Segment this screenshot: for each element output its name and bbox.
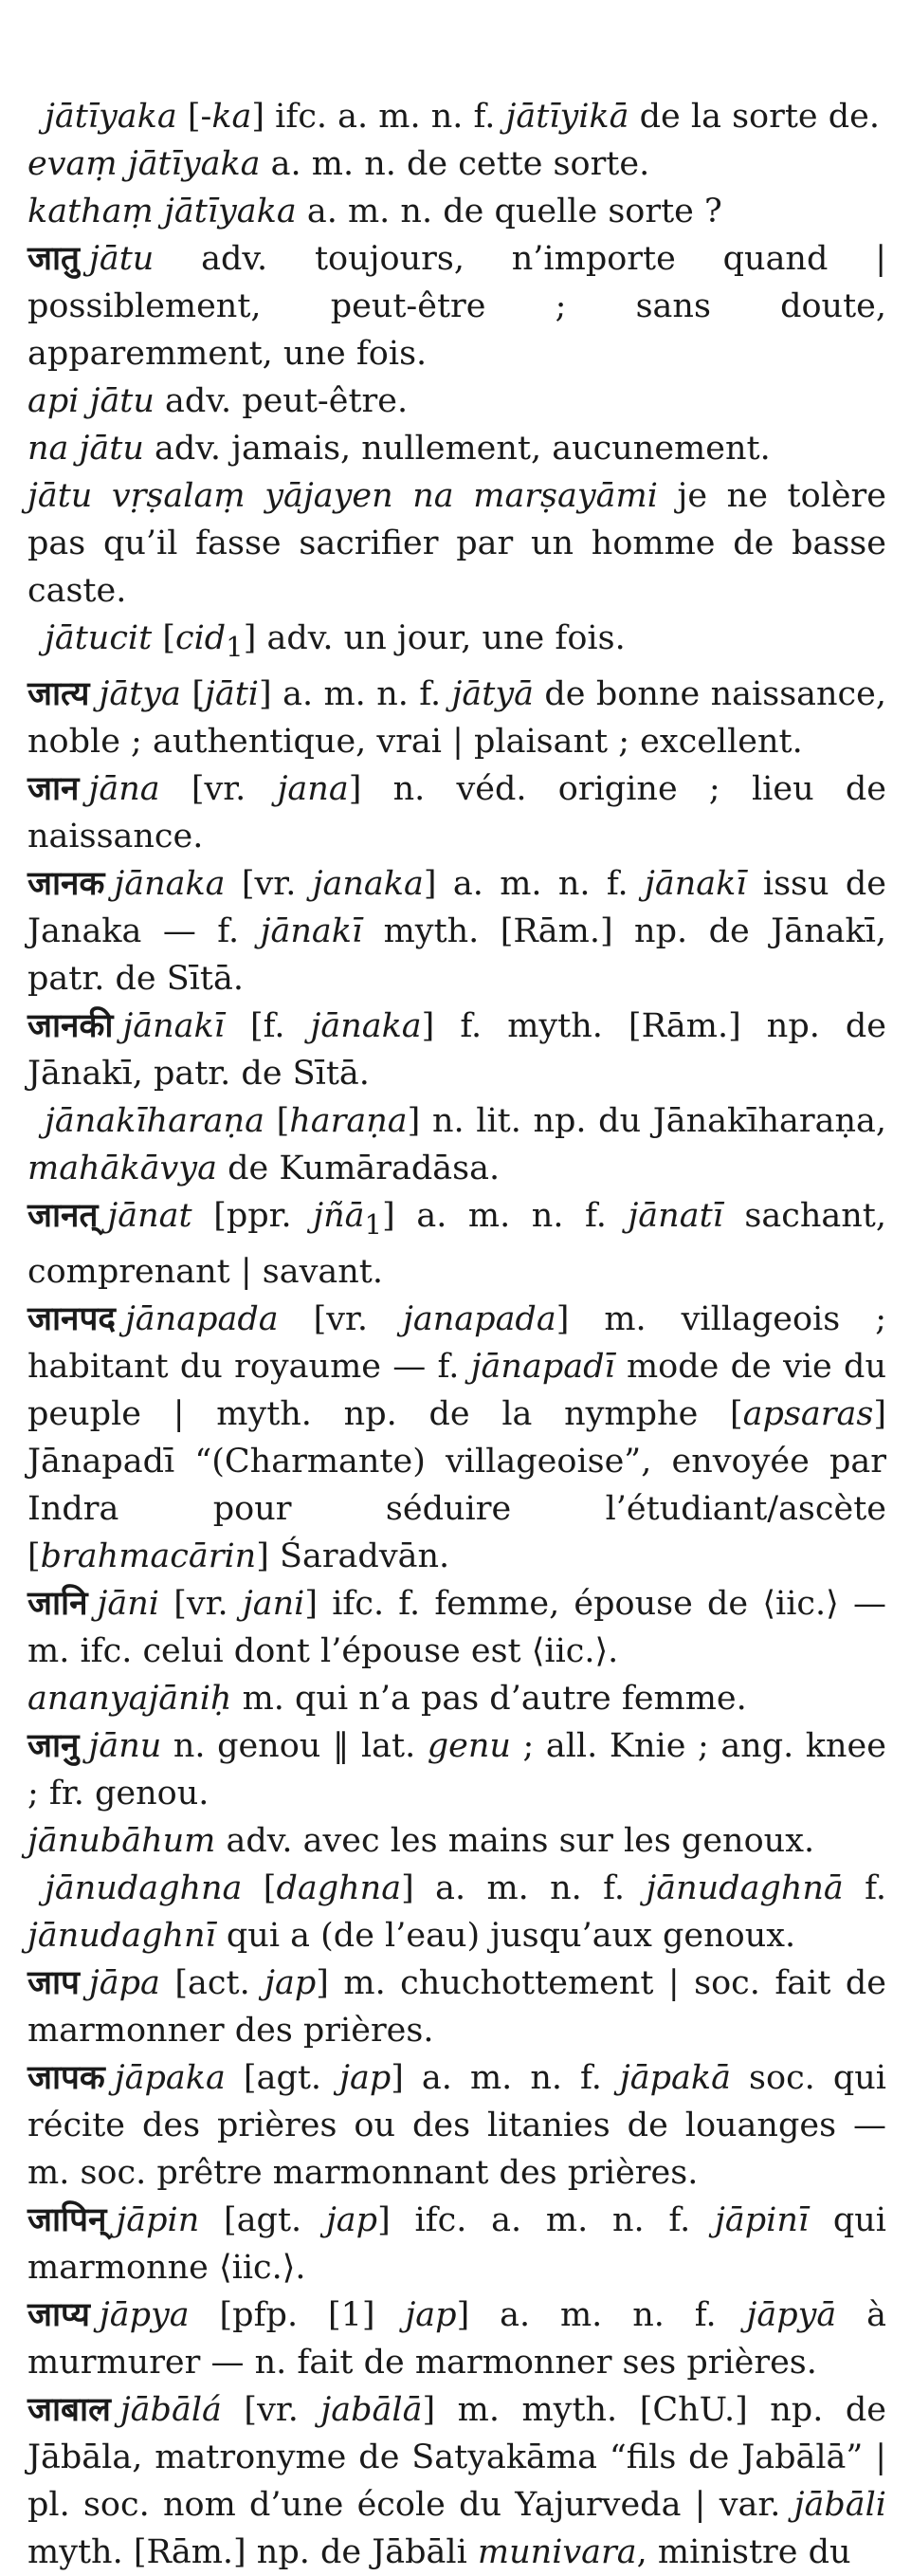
dictionary-entry: जानकी jānakī [f. jānaka] f. myth. [Rām.] np. de Jānakī, patr. de Sītā.: [27, 1006, 886, 1093]
dictionary-entry: jātucit [cid$_1$] adv. un jour, une fois.: [45, 619, 626, 663]
dictionary-entry: jānakīharaṇa [haraṇa] n. lit. np. du Jānakīharaṇa, mahākāvya de Kumāradāsa.: [27, 1102, 887, 1187]
dictionary-entry: jānubāhum adv. avec les mains sur les genoux.: [27, 1822, 815, 1860]
dictionary-entry: api jātu adv. peut-être.: [27, 382, 409, 420]
dictionary-entry: जाबाल jābālá [vr. jabālā] m. myth. [ChU.] np. de Jābāla, matronyme de Satyakāma “fils de Jabālā” | pl. soc. nom d’une école du Yajurveda | var. jābāli myth. [Rām.] np. de Jābāli munivara, ministre du: [27, 2390, 886, 2571]
dictionary-entry: जात्य jātya [jāti] a. m. n. f. jātyā de bonne naissance, noble ; authentique, vrai | plaisant ; excellent.: [27, 674, 886, 761]
dictionary-entry: जाप्य jāpya [pfp. [1] jap] a. m. n. f. jāpyā à murmurer — n. fait de marmonner ses prières.: [27, 2295, 887, 2382]
dictionary-entry: kathaṃ jātīyaka a. m. n. de quelle sorte ?: [27, 193, 722, 230]
dictionary-entry: na jātu adv. jamais, nullement, aucunement.: [27, 430, 771, 468]
dictionary-entry: जान jāna [vr. jana] n. véd. origine ; lieu de naissance.: [27, 769, 886, 856]
dictionary-entry: जानपद jānapada [vr. janapada] m. villageois ; habitant du royaume — f. jānapadī mode de vie du peuple | myth. np. de la nymphe [apsaras] Jānapadī “(Charmante) villageoise”, envoyée par Indra pour séduire l’étudiant/ascète [brahmacārin] Śaradvān.: [27, 1299, 886, 1575]
dictionary-entry: ananyajāniḥ m. qui n’a pas d’autre femme.: [27, 1680, 747, 1718]
dictionary-entry: जातु jātu adv. toujours, n’importe quand | possiblement, peut-être ; sans doute, apparemment, une fois.: [27, 239, 886, 373]
dictionary-entry: जापिन् jāpin [agt. jap] ifc. a. m. n. f. jāpinī qui marmonne ⟨iic.⟩.: [27, 2200, 887, 2287]
dictionary-entry: jānudaghna [daghna] a. m. n. f. jānudaghnā f. jānudaghnī qui a (de l’eau) jusqu’aux genoux.: [27, 1869, 886, 1955]
dictionary-entry: जानक jānaka [vr. janaka] a. m. n. f. jānakī issu de Janaka — f. jānakī myth. [Rām.] np. de Jānakī, patr. de Sītā.: [27, 864, 887, 998]
dictionary-entry: jātu vṛṣalaṃ yājayen na marṣayāmi je ne tolère pas qu’il fasse sacrifier par un homme de basse caste.: [27, 477, 887, 610]
dictionary-entry: जानत् jānat [ppr. jñā$_1$] a. m. n. f. jānatī sachant, comprenant | savant.: [27, 1196, 886, 1291]
dictionary-entry: jātīyaka [-ka] ifc. a. m. n. f. jātīyikā de la sorte de.: [45, 98, 880, 136]
dictionary-entry: जाप jāpa [act. jap] m. chuchottement | soc. fait de marmonner des prières.: [27, 1963, 886, 2050]
dictionary-entry: जापक jāpaka [agt. jap] a. m. n. f. jāpakā soc. qui récite des prières ou des litanies de louanges — m. soc. prêtre marmonnant des prières.: [27, 2058, 886, 2192]
dictionary-entry: जानु jānu n. genou ‖ lat. genu ; all. Knie ; ang. knee ; fr. genou.: [27, 1726, 886, 1812]
dictionary-entry: evaṃ jātīyaka a. m. n. de cette sorte.: [27, 145, 650, 183]
dictionary-entry: जानि jāni [vr. jani] ifc. f. femme, épouse de ⟨iic.⟩ — m. ifc. celui dont l’épouse est ⟨iic.⟩.: [27, 1584, 886, 1670]
